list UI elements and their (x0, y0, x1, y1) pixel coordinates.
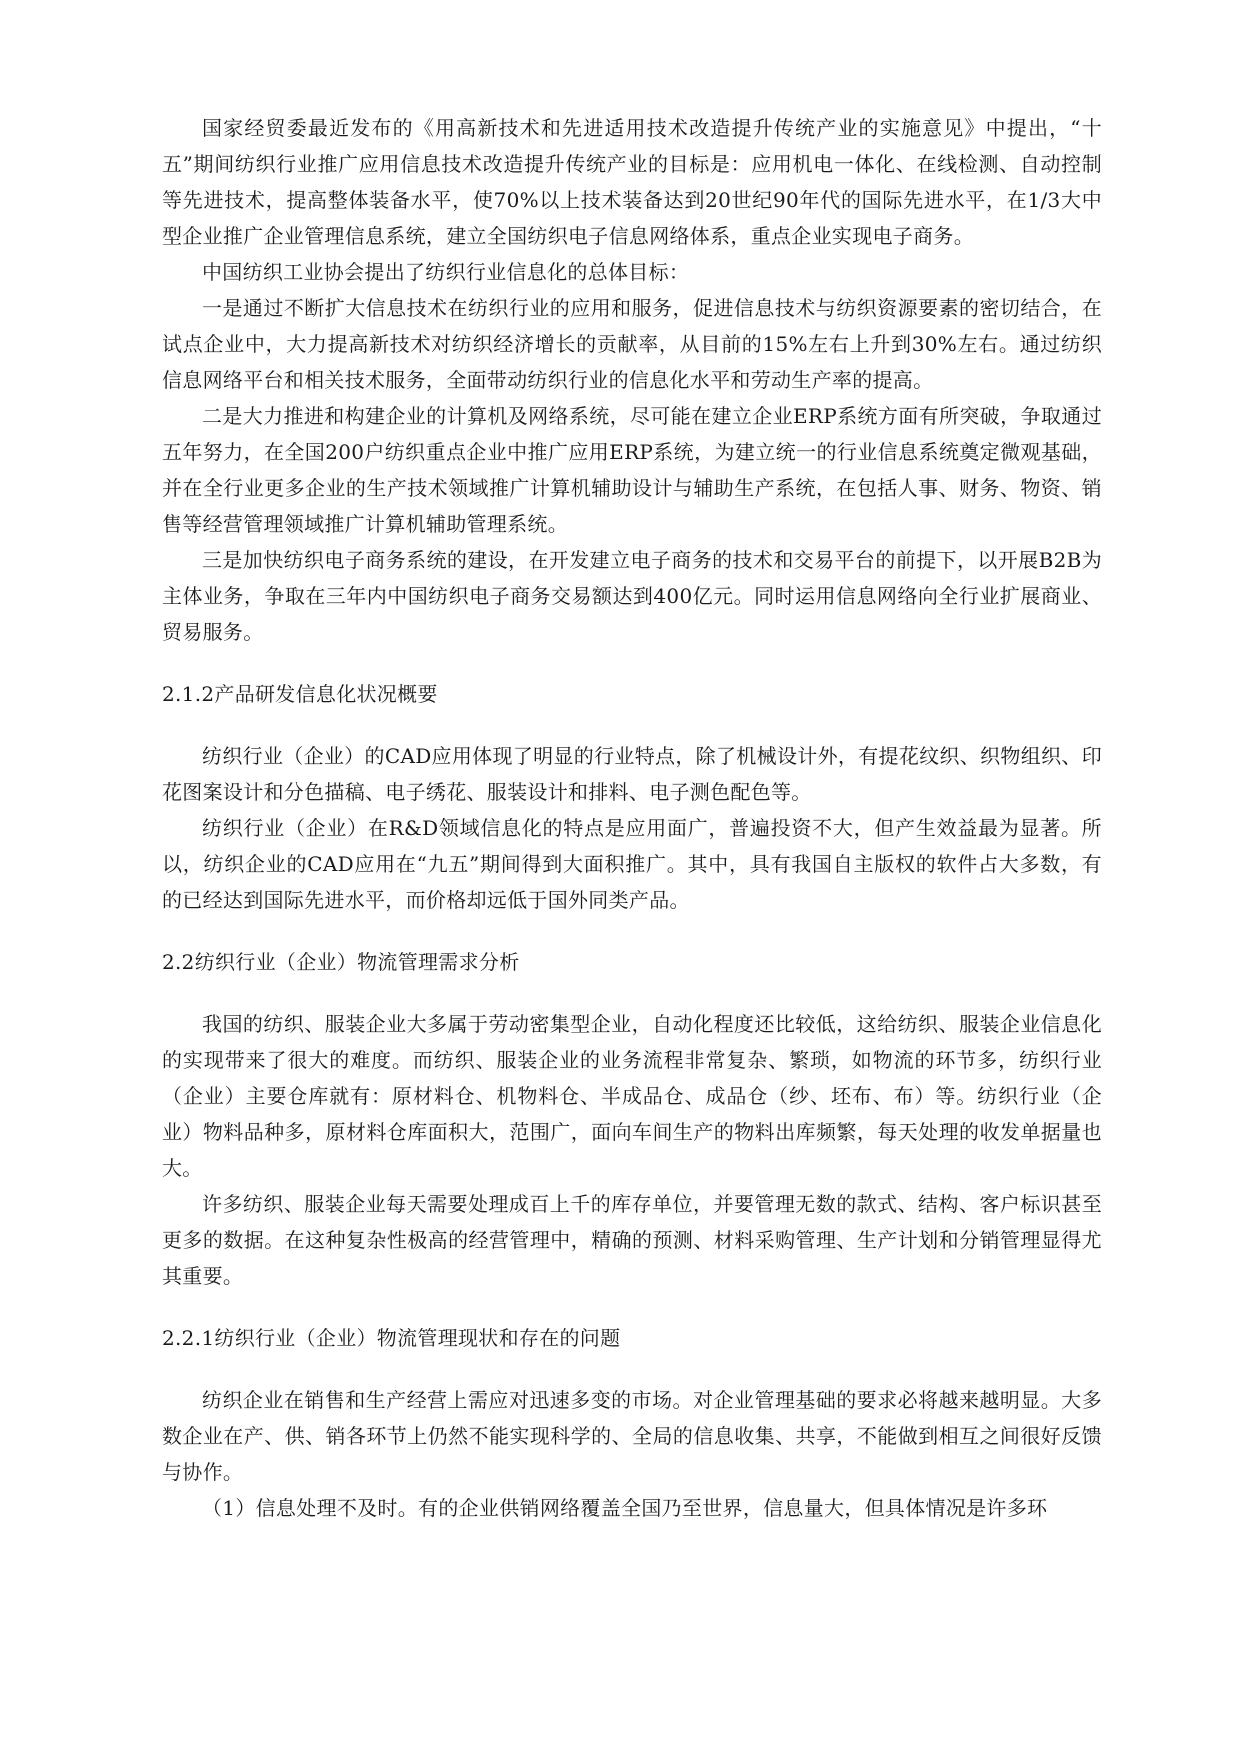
section-2-1-2-heading-block (162, 676, 1102, 712)
intro-paragraph-2: 中国纺织工业协会提出了纺织行业信息化的总体目标： (202, 260, 690, 284)
intro-paragraph-5: 三是加快纺织电子商务系统的建设，在开发建立电子商务的技术和交易平台的前提下，以开展B2B为主体业务，争取在三年内中国纺织电子商务交易额达到400亿元。同时运用信息网络向全行业扩展商业、贸易服务。 (162, 548, 1102, 644)
section-2-2-1-heading: 2.2.1纺织行业（企业）物流管理现状和存在的问题 (162, 1326, 621, 1350)
intro-paragraph-3: 一是通过不断扩大信息技术在纺织行业的应用和服务，促进信息技术与纺织资源要素的密切结合，在试点企业中，大力提高新技术对纺织经济增长的贡献率，从目前的15%左右上升到30%左右。通过纺织信息网络平台和相关技术服务，全面带动纺织行业的信息化水平和劳动生产率的提高。 (162, 296, 1102, 392)
section-2-2-paragraph-1: 我国的纺织、服装企业大多属于劳动密集型企业，自动化程度还比较低，这给纺织、服装企业信息化的实现带来了很大的难度。而纺织、服装企业的业务流程非常复杂、繁琐，如物流的环节多，纺织行业（企业）主要仓库就有：原材料仓、机物料仓、半成品仓、成品仓（纱、坯布、布）等。纺织行业（企业）物料品种多，原材料仓库面积大，范围广，面向车间生产的物料出库频繁，每天处理的收发单据量也大。 (162, 1012, 1102, 1180)
section-2-1-2-heading: 2.1.2产品研发信息化状况概要 (162, 682, 438, 706)
section-2-1-2-paragraph-1: 纺织行业（企业）的CAD应用体现了明显的行业特点，除了机械设计外，有提花纹织、织物组织、印花图案设计和分色描稿、电子绣花、服装设计和排料、电子测色配色等。 (162, 744, 1102, 804)
intro-paragraph-1: 国家经贸委最近发布的《用高新技术和先进适用技术改造提升传统产业的实施意见》中提出，“十五”期间纺织行业推广应用信息技术改造提升传统产业的目标是：应用机电一体化、在线检测、自动控制等先进技术，提高整体装备水平，使70%以上技术装备达到20世纪90年代的国际先进水平，在1/3大中型企业推广企业管理信息系统，建立全国纺织电子信息网络体系，重点企业实现电子商务。 (162, 116, 1102, 248)
section-2-2-heading: 2.2纺织行业（企业）物流管理需求分析 (162, 950, 520, 974)
section-2-2-1-paragraph-1: 纺织企业在销售和生产经营上需应对迅速多变的市场。对企业管理基础的要求必将越来越明显。大多数企业在产、供、销各环节上仍然不能实现科学的、全局的信息收集、共享，不能做到相互之间很好反馈与协作。 (162, 1388, 1102, 1484)
document-body (162, 110, 1102, 1526)
section-2-2-heading-block (162, 944, 1102, 980)
section-2-1-2-paragraph-2: 纺织行业（企业）在R&D领域信息化的特点是应用面广，普遍投资不大，但产生效益最为显著。所以，纺织企业的CAD应用在“九五”期间得到大面积推广。其中，具有我国自主版权的软件占大多数，有的已经达到国际先进水平，而价格却远低于国外同类产品。 (162, 816, 1102, 912)
intro-paragraph-4: 二是大力推进和构建企业的计算机及网络系统，尽可能在建立企业ERP系统方面有所突破，争取通过五年努力，在全国200户纺织重点企业中推广应用ERP系统，为建立统一的行业信息系统奠定微观基础，并在全行业更多企业的生产技术领域推广计算机辅助设计与辅助生产系统，在包括人事、财务、物资、销售等经营管理领域推广计算机辅助管理系统。 (162, 404, 1102, 536)
section-2-2-1-paragraph-2: （1）信息处理不及时。有的企业供销网络覆盖全国乃至世界，信息量大，但具体情况是许多环 (202, 1496, 1048, 1520)
section-2-2-1-heading-block (162, 1320, 1102, 1356)
section-2-2-paragraph-2: 许多纺织、服装企业每天需要处理成百上千的库存单位，并要管理无数的款式、结构、客户标识甚至更多的数据。在这种复杂性极高的经营管理中，精确的预测、材料采购管理、生产计划和分销管理显得尤其重要。 (162, 1192, 1102, 1288)
